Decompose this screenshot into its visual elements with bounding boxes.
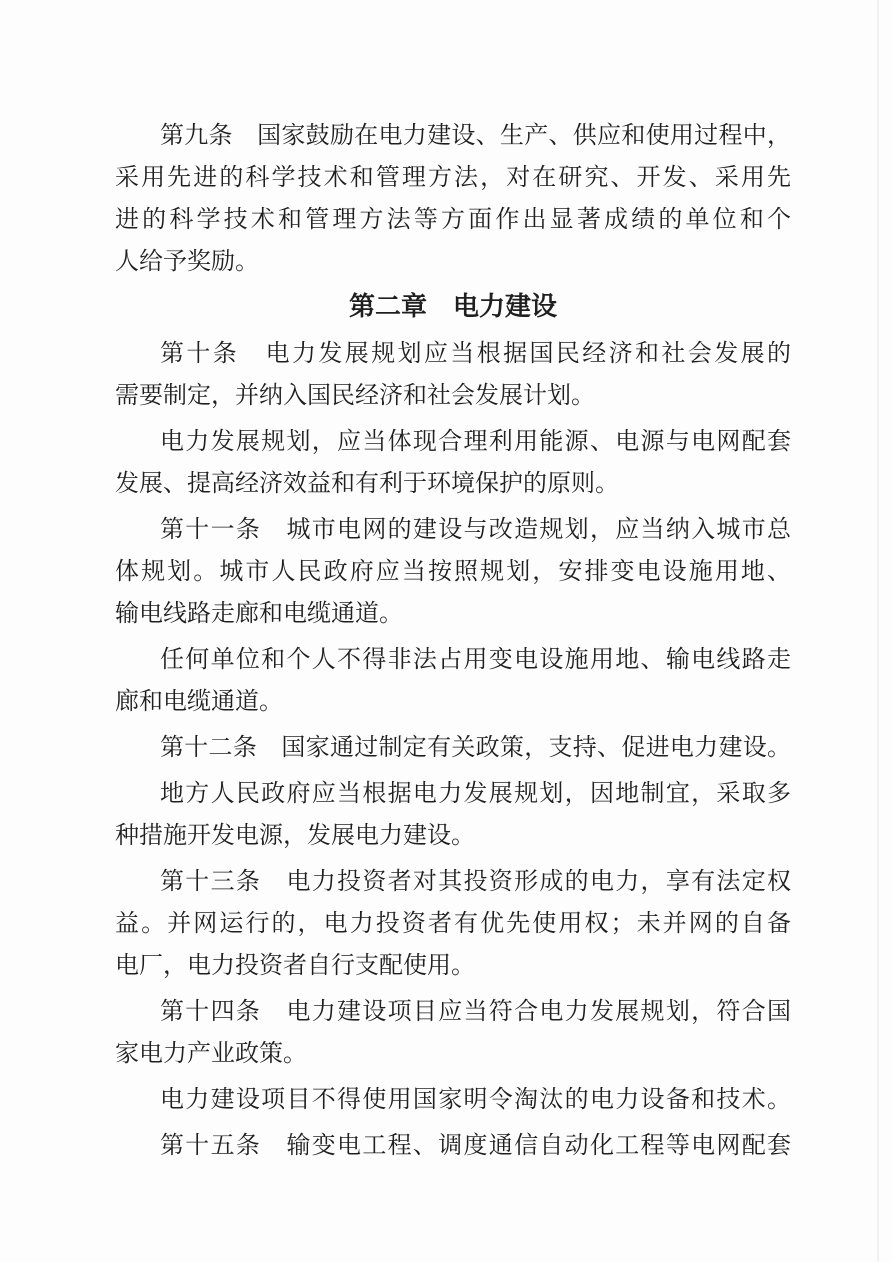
text-line: 地方人民政府应当根据电力发展规划，因地制宜，采取多 (160, 779, 791, 807)
paragraph (115, 772, 791, 856)
text-line: 电厂，电力投资者自行支配使用。 (115, 951, 475, 979)
text-line: 第十三条 电力投资者对其投资形成的电力，享有法定权 (160, 867, 791, 895)
paragraph (115, 638, 791, 722)
paragraph (115, 332, 791, 416)
text-line: 第十四条 电力建设项目应当符合电力发展规划，符合国 (160, 997, 791, 1025)
text-line: 任何单位和个人不得非法占用变电设施用地、输电线路走 (160, 645, 791, 673)
text-line: 第十二条 国家通过制定有关政策，支持、促进电力建设。 (160, 733, 791, 761)
text-line: 第十一条 城市电网的建设与改造规划，应当纳入城市总 (160, 515, 791, 543)
text-line: 采用先进的科学技术和管理方法，对在研究、开发、采用先 (115, 163, 791, 191)
paragraph (115, 1124, 791, 1166)
paragraph (115, 1078, 791, 1120)
text-line: 家电力产业政策。 (115, 1039, 307, 1067)
text-line: 需要制定，并纳入国民经济和社会发展计划。 (115, 381, 595, 409)
paragraph (115, 420, 791, 504)
text-line: 电力建设项目不得使用国家明令淘汰的电力设备和技术。 (160, 1085, 791, 1113)
text-line: 益。并网运行的，电力投资者有优先使用权；未并网的自备 (115, 909, 791, 937)
text-line: 廊和电缆通道。 (115, 687, 283, 715)
text-line: 体规划。城市人民政府应当按照规划，安排变电设施用地、 (115, 557, 791, 585)
paragraph (115, 726, 791, 768)
paragraph (115, 508, 791, 634)
text-line: 种措施开发电源，发展电力建设。 (115, 821, 475, 849)
text-line: 电力发展规划，应当体现合理利用能源、电源与电网配套 (160, 427, 791, 455)
paragraph (115, 860, 791, 986)
text-line: 进的科学技术和管理方法等方面作出显著成绩的单位和个 (115, 205, 791, 233)
text-line: 第十五条 输变电工程、调度通信自动化工程等电网配套 (160, 1131, 791, 1159)
text-line: 第九条 国家鼓励在电力建设、生产、供应和使用过程中， (160, 121, 791, 149)
chapter-heading (115, 286, 791, 328)
text-line: 发展、提高经济效益和有利于环境保护的原则。 (115, 469, 619, 497)
text-line: 人给予奖励。 (115, 247, 259, 275)
page-edge-shadow (877, 0, 879, 1262)
text-line: 输电线路走廊和电缆通道。 (115, 599, 403, 627)
chapter-heading-text: 第二章 电力建设 (348, 292, 557, 322)
paragraph (115, 990, 791, 1074)
text-line: 第十条 电力发展规划应当根据国民经济和社会发展的 (160, 339, 791, 367)
paragraph (115, 114, 791, 282)
document-content (115, 114, 791, 1170)
